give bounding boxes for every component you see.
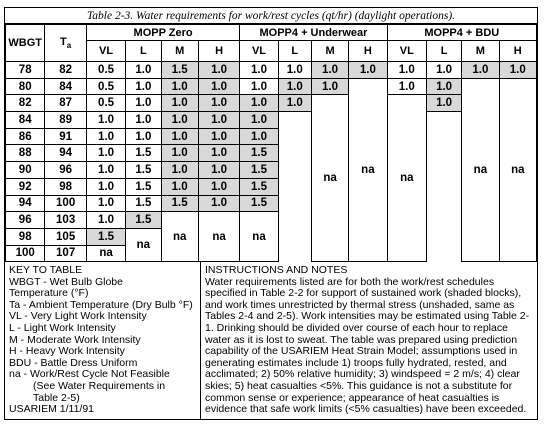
value-cell: 1.5 <box>240 162 278 179</box>
value-cell: 1.0 <box>86 162 125 179</box>
wbgt-cell: 96 <box>6 212 45 229</box>
header-l: L <box>426 41 461 62</box>
ta-cell: 82 <box>45 62 86 79</box>
value-cell: 1.0 <box>198 195 240 212</box>
value-cell: 1.0 <box>198 95 240 112</box>
wbgt-cell: 80 <box>6 78 45 95</box>
value-cell: 1.0 <box>86 178 125 195</box>
table-row <box>6 212 537 229</box>
table-document <box>4 7 538 420</box>
ta-cell: 100 <box>45 195 86 212</box>
value-cell: 1.0 <box>426 62 461 79</box>
ta-cell: 89 <box>45 112 86 129</box>
table-row <box>6 178 537 195</box>
wbgt-cell: 88 <box>6 145 45 162</box>
bottom-section <box>5 262 537 419</box>
value-cell: 0.5 <box>86 62 125 79</box>
table-row <box>6 162 537 179</box>
value-cell: 0.5 <box>86 95 125 112</box>
value-cell: 1.0 <box>126 78 161 95</box>
key-line: na - Work/Rest Cycle Not Feasible <box>9 368 170 381</box>
value-cell: 1.0 <box>86 128 125 145</box>
value-cell: 1.5 <box>126 195 161 212</box>
value-cell: 1.0 <box>387 62 426 79</box>
key-line: Ta - Ambient Temperature (Dry Bulb °F) <box>9 298 193 311</box>
key-to-table <box>5 262 201 419</box>
header-mopp-zero: MOPP Zero <box>86 25 239 41</box>
value-cell: 1.0 <box>426 78 461 95</box>
wbgt-cell: 98 <box>6 228 45 245</box>
header-m: M <box>462 41 499 62</box>
value-cell: 1.0 <box>462 62 499 79</box>
value-cell: 1.0 <box>198 112 240 129</box>
na-cell: na <box>198 212 240 262</box>
value-cell: 1.0 <box>126 62 161 79</box>
ta-cell: 105 <box>45 228 86 245</box>
value-cell: 1.0 <box>161 78 198 95</box>
instructions-and-notes <box>201 262 537 419</box>
key-line: BDU - Battle Dress Uniform <box>9 356 138 369</box>
na-cell: na <box>349 78 387 262</box>
header-wbgt: WBGT <box>6 25 45 62</box>
value-cell: 1.0 <box>198 145 240 162</box>
key-line: USARIEM 1/11/91 <box>9 403 95 416</box>
ta-cell: 107 <box>45 245 86 262</box>
ta-cell: 94 <box>45 145 86 162</box>
value-cell: 1.5 <box>161 62 198 79</box>
value-cell: 0.5 <box>86 78 125 95</box>
value-cell: 1.0 <box>161 128 198 145</box>
value-cell: 1.0 <box>240 95 278 112</box>
water-requirements-table <box>5 24 537 262</box>
value-cell: 1.0 <box>278 78 311 95</box>
table-row <box>6 95 537 112</box>
value-cell: 1.0 <box>499 62 536 79</box>
table-row <box>6 62 537 79</box>
header-m: M <box>161 41 198 62</box>
value-cell: 1.5 <box>161 195 198 212</box>
wbgt-cell: 100 <box>6 245 45 262</box>
value-cell: 1.0 <box>198 162 240 179</box>
value-cell: 1.0 <box>240 128 278 145</box>
notes-heading: INSTRUCTIONS AND NOTES <box>205 264 348 276</box>
value-cell: 1.5 <box>126 178 161 195</box>
value-cell: 1.0 <box>240 62 278 79</box>
key-line: VL - Very Light Work Intensity <box>9 310 147 323</box>
value-cell: 1.5 <box>240 195 278 212</box>
header-vl: VL <box>387 41 426 62</box>
value-cell: 1.5 <box>240 145 278 162</box>
value-cell: 1.0 <box>311 78 348 95</box>
table-title: Table 2-3. Water requirements for work/rest cycles (qt/hr) (daylight operations). <box>5 8 537 24</box>
table-row <box>6 112 537 129</box>
wbgt-cell: 94 <box>6 195 45 212</box>
value-cell: 1.0 <box>86 195 125 212</box>
value-cell: 1.0 <box>278 62 311 79</box>
key-line: WBGT - Wet Bulb Globe <box>9 275 123 288</box>
value-cell: 1.0 <box>240 78 278 95</box>
value-cell: 1.0 <box>240 112 278 129</box>
value-cell: 1.0 <box>278 95 311 112</box>
table-row <box>6 195 537 212</box>
key-line: L - Light Work Intensity <box>9 321 116 334</box>
table-row <box>6 78 537 95</box>
na-cell: na <box>240 212 278 262</box>
notes-body: Water requirements listed are for both the work/rest schedules specified in Table 2-2 for support of sustained work (shaded blocks), and work times unrestricted by thermal stress (unshaded, same as Tables 2-4 and 2-5). Work intensities may be estimated using Table 2-1. Drinking should be divided over course of each hour to replace water as it is lost to sweat. The table was prepared using prediction capability of the USARIEM Heat Strain Model; assumptions used in generating estimates include 1) troops fully hydrated, rested, and acclimated; 2) 50% relative humidity; 3) windspeed = 2 m/s; 4) clear skies; 5) heat casualties <5%. This guidance is not a substitute for common sense or experience; appearance of heat casualties is evidence that safe work limits (<5% casualties) have been exceeded. <box>205 275 530 416</box>
value-cell: 1.0 <box>86 145 125 162</box>
header-ta: $T_a$ <box>45 25 86 62</box>
wbgt-cell: 82 <box>6 95 45 112</box>
value-cell: 1.0 <box>349 62 387 79</box>
value-cell: 1.0 <box>161 145 198 162</box>
value-cell: 1.0 <box>86 112 125 129</box>
table-row <box>6 128 537 145</box>
wbgt-cell: 86 <box>6 128 45 145</box>
wbgt-cell: 78 <box>6 62 45 79</box>
na-cell: na <box>311 95 348 262</box>
key-line: Temperature (°F) <box>9 287 89 300</box>
value-cell: 1.5 <box>126 162 161 179</box>
header-l: L <box>278 41 311 62</box>
value-cell: 1.0 <box>161 112 198 129</box>
wbgt-cell: 92 <box>6 178 45 195</box>
value-cell: 1.0 <box>198 128 240 145</box>
value-cell: 1.0 <box>198 62 240 79</box>
key-line: H - Heavy Work Intensity <box>9 345 125 358</box>
ta-cell: 103 <box>45 212 86 229</box>
key-line: M - Moderate Work Intensity <box>9 333 141 346</box>
ta-cell: 91 <box>45 128 86 145</box>
header-h: H <box>499 41 536 62</box>
na-cell: na <box>462 78 499 262</box>
table-row <box>6 145 537 162</box>
header-h: H <box>198 41 240 62</box>
ta-cell: 87 <box>45 95 86 112</box>
value-cell: 1.5 <box>240 178 278 195</box>
value-cell: 1.0 <box>126 112 161 129</box>
na-cell: na <box>499 78 536 262</box>
wbgt-cell: 84 <box>6 112 45 129</box>
value-cell: 1.5 <box>126 145 161 162</box>
value-cell: 1.0 <box>426 95 461 112</box>
header-vl: VL <box>86 41 125 62</box>
value-cell: 1.0 <box>198 178 240 195</box>
value-cell: 1.0 <box>161 178 198 195</box>
na-cell: na <box>161 212 198 262</box>
value-cell: 1.0 <box>126 95 161 112</box>
value-cell: 1.0 <box>311 62 348 79</box>
na-cell: na <box>86 245 125 262</box>
na-cell: na <box>387 95 426 262</box>
header-m: M <box>311 41 348 62</box>
header-vl: VL <box>240 41 278 62</box>
ta-cell: 84 <box>45 78 86 95</box>
wbgt-cell: 90 <box>6 162 45 179</box>
value-cell: 1.5 <box>126 212 161 229</box>
value-cell: 1.0 <box>387 78 426 95</box>
header-h: H <box>349 41 387 62</box>
key-line: Table 2-5) <box>33 391 80 404</box>
ta-cell: 96 <box>45 162 86 179</box>
header-mopp4-bdu: MOPP4 + BDU <box>387 25 536 41</box>
ta-cell: 98 <box>45 178 86 195</box>
value-cell: 1.0 <box>161 162 198 179</box>
value-cell: 1.0 <box>198 78 240 95</box>
value-cell: 1.5 <box>86 228 125 245</box>
value-cell: 1.0 <box>126 128 161 145</box>
header-l: L <box>126 41 161 62</box>
value-cell: 1.0 <box>86 212 125 229</box>
key-line: (See Water Requirements in <box>33 379 166 392</box>
na-cell: na <box>126 228 161 261</box>
key-heading: KEY TO TABLE <box>9 264 83 276</box>
header-mopp4-underwear: MOPP4 + Underwear <box>240 25 387 41</box>
value-cell: 1.0 <box>161 95 198 112</box>
